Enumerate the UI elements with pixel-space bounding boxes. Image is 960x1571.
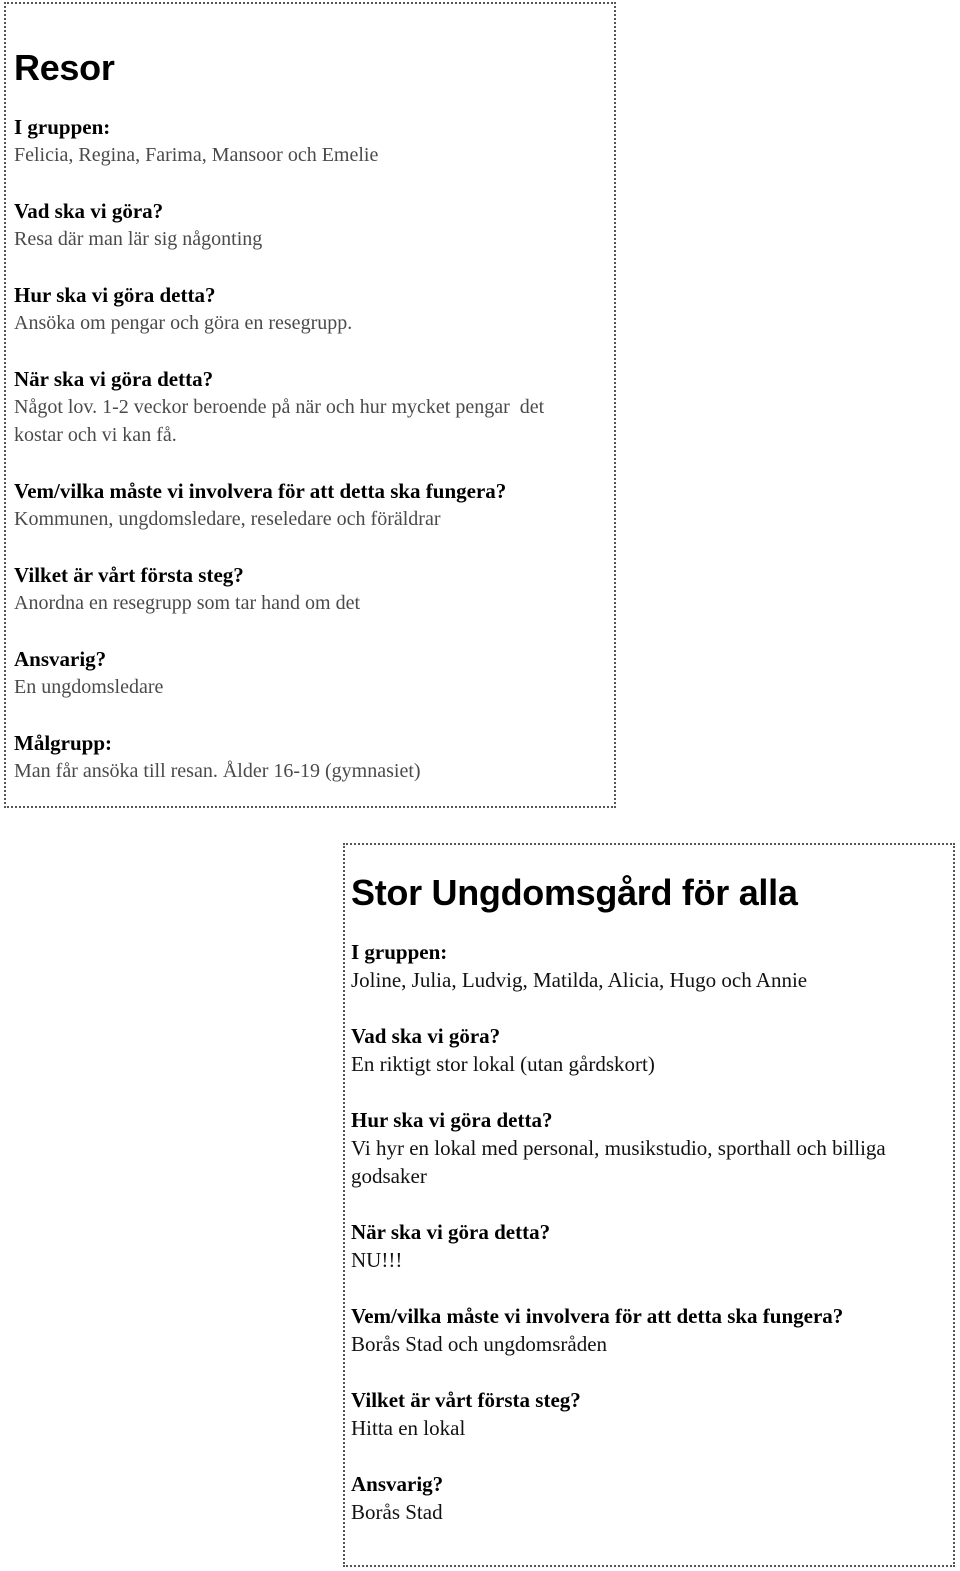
- section-value: Vi hyr en lokal med personal, musikstudio, sporthall och billiga godsaker: [351, 1136, 891, 1188]
- section-value: Ansöka om pengar och göra en resegrupp.: [14, 312, 353, 334]
- section-what: [14, 197, 614, 253]
- section-responsible: [14, 645, 614, 701]
- section-when: [14, 365, 614, 449]
- section-label: Hur ska vi göra detta?: [351, 1108, 553, 1132]
- section-how: [351, 1106, 953, 1190]
- section-who: [351, 1302, 953, 1358]
- section-value: Resa där man lär sig någonting: [14, 228, 263, 250]
- section-group: [351, 938, 953, 994]
- section-value: Något lov. 1-2 veckor beroende på när och hur mycket pengar det kostar och vi kan få.: [14, 396, 550, 446]
- section-label: När ska vi göra detta?: [351, 1220, 551, 1244]
- section-value: Anordna en resegrupp som tar hand om det: [14, 592, 361, 614]
- card-resor: [4, 2, 616, 808]
- section-value: Joline, Julia, Ludvig, Matilda, Alicia, Hugo och Annie: [351, 968, 808, 992]
- section-label: Vad ska vi göra?: [14, 199, 164, 223]
- section-first-step: [351, 1386, 953, 1442]
- card-stor-ungdomsgard: [343, 843, 955, 1567]
- section-label: Vem/vilka måste vi involvera för att detta ska fungera?: [351, 1304, 844, 1328]
- section-first-step: [14, 561, 614, 617]
- section-responsible: [351, 1470, 953, 1526]
- section-label: Hur ska vi göra detta?: [14, 283, 216, 307]
- section-label: I gruppen:: [14, 115, 111, 139]
- section-label: Vilket är vårt första steg?: [351, 1388, 581, 1412]
- section-value: Hitta en lokal: [351, 1416, 466, 1440]
- card-title: Resor: [14, 47, 115, 88]
- section-value: Borås Stad: [351, 1500, 443, 1524]
- section-group: [14, 113, 614, 169]
- section-value: Kommunen, ungdomsledare, reseledare och föräldrar: [14, 508, 441, 530]
- section-label: När ska vi göra detta?: [14, 367, 214, 391]
- card-title: Stor Ungdomsgård för alla: [351, 872, 798, 913]
- section-who: [14, 477, 614, 533]
- section-label: Målgrupp:: [14, 731, 113, 755]
- section-what: [351, 1022, 953, 1078]
- section-how: [14, 281, 614, 337]
- section-value: En riktigt stor lokal (utan gårdskort): [351, 1052, 655, 1076]
- section-value: En ungdomsledare: [14, 676, 164, 698]
- section-label: Ansvarig?: [351, 1472, 444, 1496]
- section-label: Vilket är vårt första steg?: [14, 563, 244, 587]
- section-label: Vad ska vi göra?: [351, 1024, 501, 1048]
- section-target-group: [14, 729, 614, 785]
- section-value: Borås Stad och ungdomsråden: [351, 1332, 608, 1356]
- section-label: Vem/vilka måste vi involvera för att detta ska fungera?: [14, 479, 507, 503]
- section-label: I gruppen:: [351, 940, 448, 964]
- section-value: Felicia, Regina, Farima, Mansoor och Emelie: [14, 144, 379, 166]
- section-label: Ansvarig?: [14, 647, 107, 671]
- section-when: [351, 1218, 953, 1274]
- section-value: NU!!!: [351, 1248, 403, 1272]
- section-value: Man får ansöka till resan. Ålder 16-19 (gymnasiet): [14, 760, 421, 782]
